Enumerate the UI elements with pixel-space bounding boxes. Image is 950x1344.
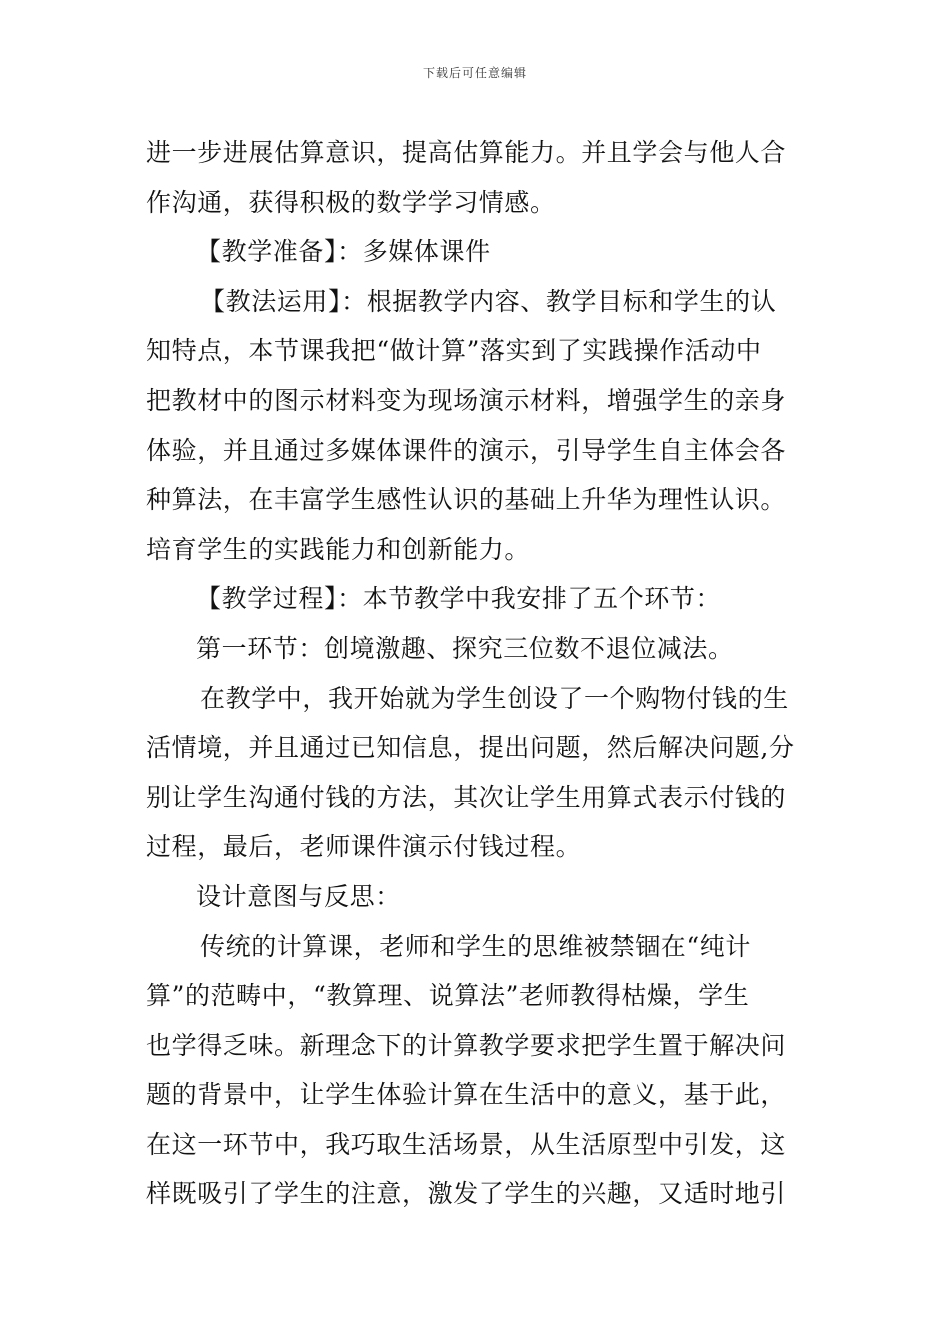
- text-line: 题的背景中，让学生体验计算在生活中的意义，基于此，: [146, 1080, 787, 1110]
- text-line: 【教学准备】：多媒体课件: [196, 237, 491, 267]
- text-line: 第一环节：创境激趣、探究三位数不退位减法。: [196, 633, 734, 663]
- text-line: 培育学生的实践能力和创新能力。: [146, 534, 531, 564]
- text-line: 传统的计算课，老师和学生的思维被禁锢在“纯计: [200, 931, 751, 961]
- text-line: 作沟通，获得积极的数学学习情感。: [146, 187, 556, 217]
- document-body: [146, 128, 808, 1219]
- text-line: 算”的范畴中，“教算理、说算法”老师教得枯燥，学生: [146, 981, 750, 1011]
- text-line: 知特点，本节课我把“做计算”落实到了实践操作活动中: [146, 336, 762, 366]
- text-line: 别让学生沟通付钱的方法，其次让学生用算式表示付钱的: [146, 782, 787, 812]
- text-line: 种算法，在丰富学生感性认识的基础上升华为理性认识。: [146, 485, 787, 515]
- text-line: 设计意图与反思：: [196, 881, 401, 911]
- text-line: 也学得乏味。新理念下的计算教学要求把学生置于解决问: [146, 1030, 787, 1060]
- text-line: 样既吸引了学生的注意，激发了学生的兴趣，又适时地引: [146, 1179, 787, 1209]
- text-line: 在教学中，我开始就为学生创设了一个购物付钱的生: [200, 683, 789, 713]
- text-line: 【教法运用】：根据教学内容、教学目标和学生的认: [200, 286, 777, 316]
- text-line: 把教材中的图示材料变为现场演示材料，增强学生的亲身: [146, 385, 787, 415]
- text-line: 活情境，并且通过已知信息，提出问题，然后解决问题,分: [146, 733, 795, 763]
- text-line: 【教学过程】：本节教学中我安排了五个环节：: [196, 584, 722, 614]
- text-line: 在这一环节中，我巧取生活场景，从生活原型中引发，这: [146, 1129, 787, 1159]
- text-line: 过程，最后，老师课件演示付钱过程。: [146, 832, 582, 862]
- text-line: 进一步进展估算意识，提高估算能力。并且学会与他人合: [146, 138, 787, 167]
- page-header: 下载后可任意编辑: [422, 66, 527, 80]
- text-line: 体验，并且通过多媒体课件的演示，引导学生自主体会各: [146, 435, 787, 465]
